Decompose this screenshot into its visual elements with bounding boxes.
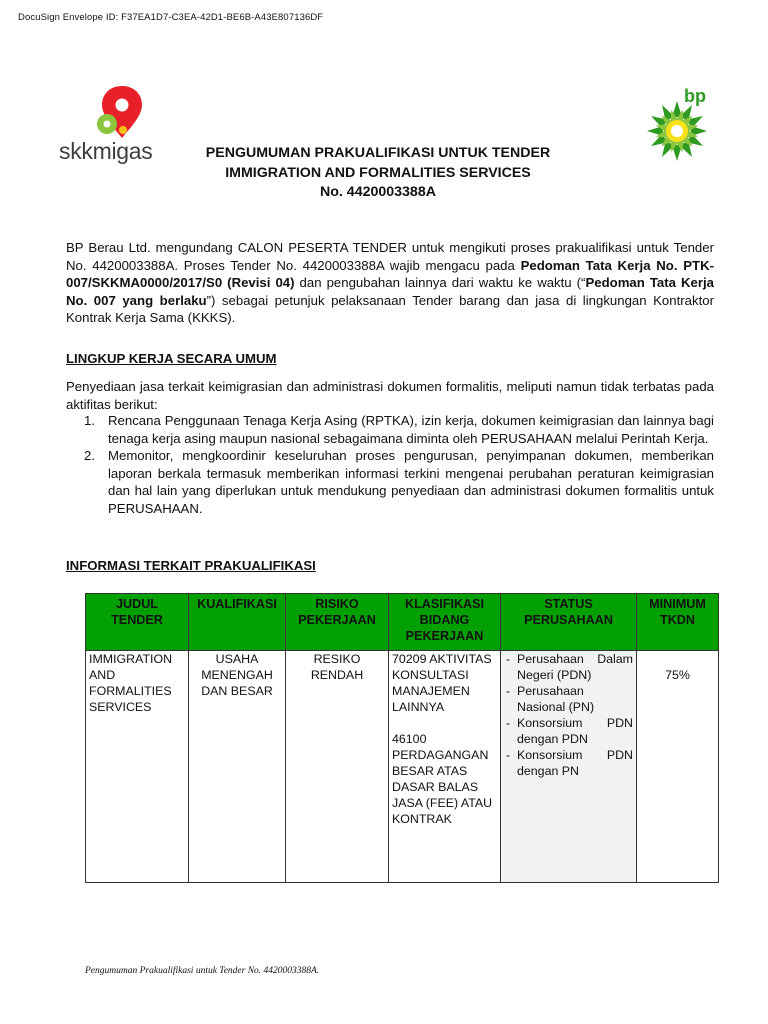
title-line-2: IMMIGRATION AND FORMALITIES SERVICES: [225, 164, 531, 181]
list-item-text: Memonitor, mengkoordinir keseluruhan proses pengurusan, penyimpanan dokumen, memberikan laporan berkala termasuk memberikan informasi terkini mengenai perubahan peraturan keimigrasian dan hal lain yang diperlukan untuk mendukung penyediaan dan administrasi dokumen formalitis untuk PERUSAHAAN.: [108, 448, 714, 516]
header-risiko-pekerjaan: RISIKO PEKERJAAN: [286, 594, 389, 651]
list-item-number: 2.: [84, 448, 95, 463]
cell-judul-tender: IMMIGRATION AND FORMALITIES SERVICES: [86, 651, 189, 883]
skkmigas-wordmark: skkmigas: [59, 138, 153, 164]
scope-paragraph: Penyediaan jasa terkait keimigrasian dan administrasi dokumen formalitis, meliputi namun tidak terbatas pada aktifitas berikut:: [66, 379, 714, 412]
page-footer: Pengumuman Prakualifikasi untuk Tender No. 4420003388A.: [85, 966, 320, 976]
list-item-number: 1.: [84, 413, 95, 428]
status-item: - Perusahaan Nasional (PN): [504, 683, 633, 715]
intro-paragraph: [66, 239, 714, 327]
cell-klasifikasi: [389, 651, 501, 883]
klasifikasi-46100: 46100 PERDAGANGAN BESAR ATAS DASAR BALAS JASA (FEE) ATAU KONTRAK: [392, 732, 493, 826]
status-item: - Perusahaan Dalam Negeri (PDN): [504, 651, 633, 683]
title-line-3: No. 4420003388A: [320, 184, 436, 200]
location-pin-icon: [56, 84, 186, 140]
status-item: - Konsorsium PDN dengan PDN: [504, 715, 633, 747]
header-minimum-tkdn: MINIMUM TKDN: [637, 594, 719, 651]
header-judul-tender: JUDUL TENDER: [86, 594, 189, 651]
intro-ptk-reference: Pedoman Tata Kerja No. PTK-007/SKKMA0000/2017/S0 (Revisi 04): [66, 257, 714, 290]
list-item: [84, 412, 714, 447]
klasifikasi-70209: 70209 AKTIVITAS KONSULTASI MANAJEMEN LAINNYA: [392, 652, 492, 714]
prequal-table: [85, 593, 719, 883]
cell-risiko: RESIKO RENDAH: [286, 651, 389, 883]
intro-text-3: ”) sebagai petunjuk pelaksanaan Tender barang dan jasa di lingkungan Kontraktor Kontrak Kerja Sama (KKKS).: [66, 292, 714, 325]
list-item-text: Rencana Penggunaan Tenaga Kerja Asing (RPTKA), izin kerja, dokumen keimigrasian dan lainnya bagi tenaga kerja asing maupun nasional sebagaimana diminta oleh PERUSAHAAN melalui Perintah Kerja.: [108, 413, 714, 446]
cell-status: [501, 651, 637, 883]
header-status-perusahaan: STATUS PERUSAHAAN: [501, 594, 637, 651]
docusign-envelope-id: DocuSign Envelope ID: F37EA1D7-C3EA-42D1-BE6B-A43E807136DF: [18, 12, 324, 23]
intro-text-2: dan pengubahan lainnya dari waktu ke waktu (“: [294, 275, 586, 290]
intro-ptk-short: Pedoman Tata Kerja No. 007 yang berlaku: [66, 275, 714, 308]
list-item: [84, 447, 714, 517]
table-header-row: [86, 594, 719, 651]
prequal-heading: INFORMASI TERKAIT PRAKUALIFIKASI: [66, 558, 316, 573]
table-row: [86, 651, 719, 883]
intro-text-1: BP Berau Ltd. mengundang CALON PESERTA TENDER untuk mengikuti proses prakualifikasi untuk Tender No. 4420003388A. Proses Tender No. 4420003388A wajib mengacu pada: [66, 240, 714, 273]
scope-heading: LINGKUP KERJA SECARA UMUM: [66, 351, 277, 366]
cell-kualifikasi: USAHA MENENGAH DAN BESAR: [189, 651, 286, 883]
status-item: - Konsorsium PDN dengan PN: [504, 747, 633, 779]
scope-list: [84, 412, 714, 517]
cell-tkdn: 75%: [637, 651, 719, 883]
title-line-1: PENGUMUMAN PRAKUALIFIKASI UNTUK TENDER: [205, 145, 551, 161]
bp-wordmark: bp: [684, 86, 706, 106]
status-list: [504, 651, 633, 779]
document-title: [150, 144, 606, 203]
header-klasifikasi: KLASIFIKASI BIDANG PEKERJAAN: [389, 594, 501, 651]
bp-logo: [644, 86, 716, 176]
header-kualifikasi: KUALIFIKASI: [189, 594, 286, 651]
helios-sunflower-icon: [644, 86, 716, 176]
